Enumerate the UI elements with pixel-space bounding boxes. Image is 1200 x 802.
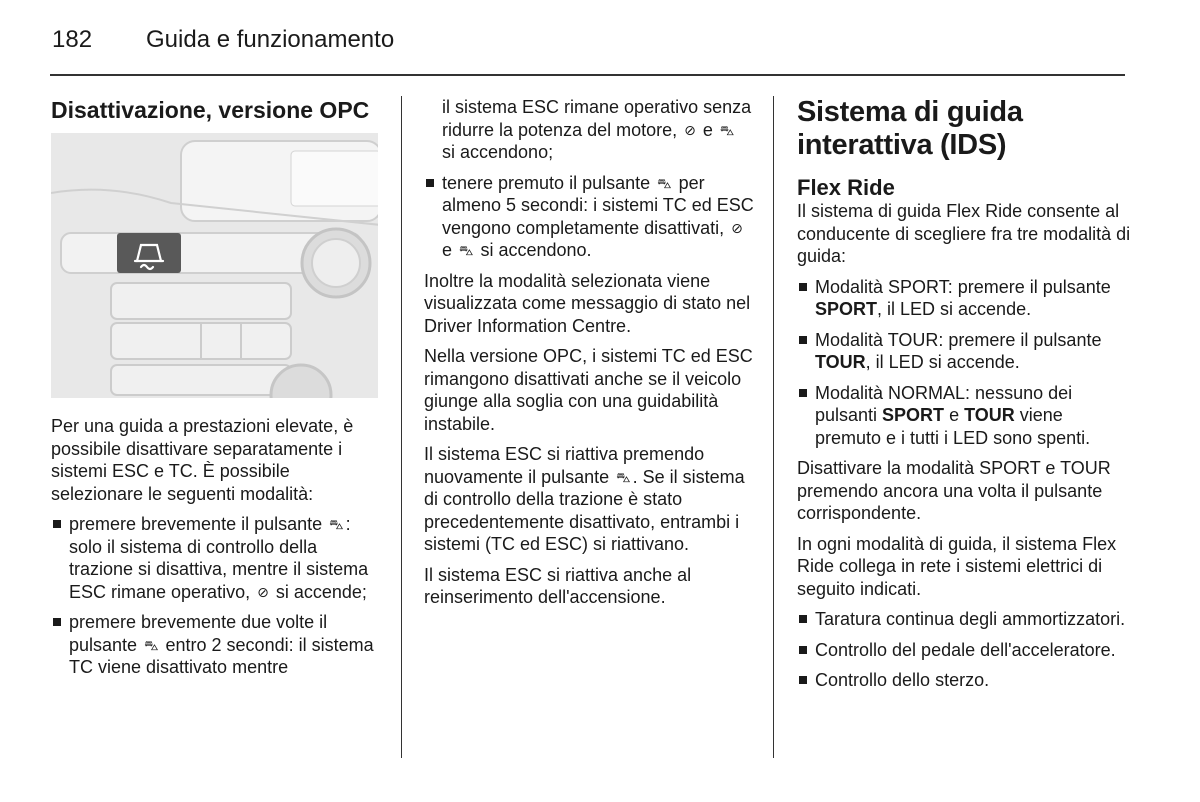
page-number: 182: [52, 26, 93, 53]
list-item: Controllo del pedale dell'acceleratore.: [797, 639, 1132, 662]
tc-off-icon: ⛍: [459, 242, 474, 258]
tc-button-icon: ⛍: [657, 174, 672, 191]
dashboard-figure: [51, 133, 378, 398]
tc-button-icon: ⛍: [616, 468, 631, 485]
tc-button-icon: ⛍: [329, 516, 344, 532]
esc-off-icon: ⊘: [731, 219, 743, 236]
tc-button-icon: ⛍: [144, 636, 159, 653]
section-heading-opc: Disattivazione, versione OPC: [51, 97, 370, 123]
opc-intro: Per una guida a prestazioni elevate, è possibile disattivare separatamente i sistemi ESC e TC. È possibile selezionare le seguenti modalità:: [51, 416, 354, 504]
list-item-continued: il sistema ESC rimane operativo senza ridurre la potenza del motore, ⊘ e ⛍ si accendono;: [442, 97, 752, 162]
list-item: tenere premuto il pulsante ⛍ per almeno 5 secondi: i sistemi TC ed ESC vengono completamente disattivati, ⊘ e ⛍ si accendono.: [424, 172, 754, 262]
list-item: Modalità TOUR: premere il pulsante TOUR, il LED si accende.: [797, 329, 1132, 374]
paragraph: In ogni modalità di guida, il sistema Flex Ride collega in rete i sistemi elettrici di seguito indicati.: [797, 533, 1117, 599]
list-item: Taratura continua degli ammortizzatori.: [797, 608, 1132, 631]
esc-off-icon: ⊘: [257, 583, 269, 600]
chapter-title: Guida e funzionamento: [146, 26, 395, 53]
list-item: Controllo dello sterzo.: [797, 669, 1132, 692]
left-column: [51, 96, 381, 124]
section-title-ids: Sistema di guida interattiva (IDS): [797, 96, 1023, 161]
left-column-text: [51, 415, 383, 687]
column-divider-right: [773, 96, 774, 758]
list-item: premere brevemente il pulsante ⛍ : solo il sistema di controllo della trazione si disattiva, mentre il sistema ESC rimane operativo, ⊘ si accende;: [51, 513, 383, 603]
tc-off-icon: ⛍: [719, 121, 735, 138]
paragraph: Il sistema ESC si riattiva anche al reinserimento dell'accensione.: [424, 564, 692, 607]
right-column: [797, 96, 1132, 700]
paragraph: Nella versione OPC, i sistemi TC ed ESC rimangono disattivati anche se il veicolo giunge alla soglia con una guidabilità instabile.: [424, 346, 753, 434]
subsection-title-flex-ride: Flex Ride: [797, 175, 895, 200]
paragraph: Disattivare la modalità SPORT e TOUR premendo ancora una volta il pulsante corrispondente.: [797, 458, 1111, 523]
paragraph: Il sistema ESC si riattiva premendo nuovamente il pulsante ⛍ . Se il sistema di controllo della trazione è stato precedentemente disattivato, entrambi i sistemi (TC ed ESC) si riattivano.: [424, 444, 745, 554]
list-item: Modalità NORMAL: nessuno dei pulsanti SPORT e TOUR viene premuto e i tutti i LED sono spenti.: [797, 382, 1132, 450]
paragraph: Il sistema di guida Flex Ride consente al conducente di scegliere fra tre modalità di guida:: [797, 201, 1131, 266]
paragraph: Inoltre la modalità selezionata viene visualizzata come messaggio di stato nel Driver Information Centre.: [424, 270, 751, 336]
esc-off-icon: ⊘: [684, 121, 696, 138]
column-divider-left: [401, 96, 402, 758]
list-item: premere brevemente due volte il pulsante ⛍ entro 2 secondi: il sistema TC viene disattivato mentre: [51, 611, 383, 679]
middle-column: [424, 96, 754, 617]
list-item: Modalità SPORT: premere il pulsante SPORT, il LED si accende.: [797, 276, 1132, 321]
header-rule: [50, 74, 1125, 76]
